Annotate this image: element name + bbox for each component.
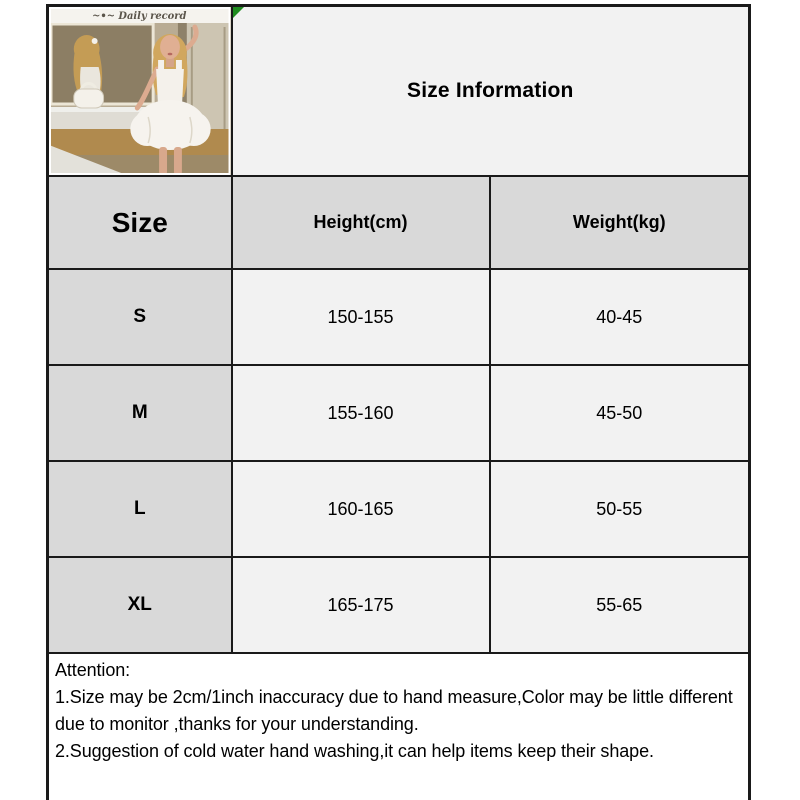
table-row-xl [48,557,750,653]
weight-value: 55-65 [490,557,750,653]
height-value: 150-155 [232,269,490,365]
green-flag-icon [233,7,244,18]
header-size: Size [48,176,232,269]
height-value: 165-175 [232,557,490,653]
table-row-l [48,461,750,557]
weight-value: 50-55 [490,461,750,557]
weight-value: 40-45 [490,269,750,365]
size-value: XL [48,557,232,653]
table-row-m [48,365,750,461]
table-row-s [48,269,750,365]
height-value: 155-160 [232,365,490,461]
photo-banner [49,7,231,23]
header-weight: Weight(kg) [490,176,750,269]
size-value: M [48,365,232,461]
product-photo [49,7,231,175]
attention-heading: Attention: [55,660,131,680]
page-title: Size Information [406,79,574,102]
attention-line-1: 1.Size may be 2cm/1inch inaccuracy due to hand measure,Color may be little different due to monitor ,thanks for your understanding. [55,687,733,734]
title-cell [232,6,750,177]
product-photo-cell [48,6,232,177]
header-height: Height(cm) [232,176,490,269]
banner-text: ~•~ Daily record [92,10,187,23]
attention-line-2: 2.Suggestion of cold water hand washing,it can help items keep their shape. [55,741,654,761]
size-value: S [48,269,232,365]
size-table [46,4,751,800]
table-header-row [48,176,750,269]
height-value: 160-165 [232,461,490,557]
attention-note [48,653,750,800]
size-value: L [48,461,232,557]
weight-value: 45-50 [490,365,750,461]
